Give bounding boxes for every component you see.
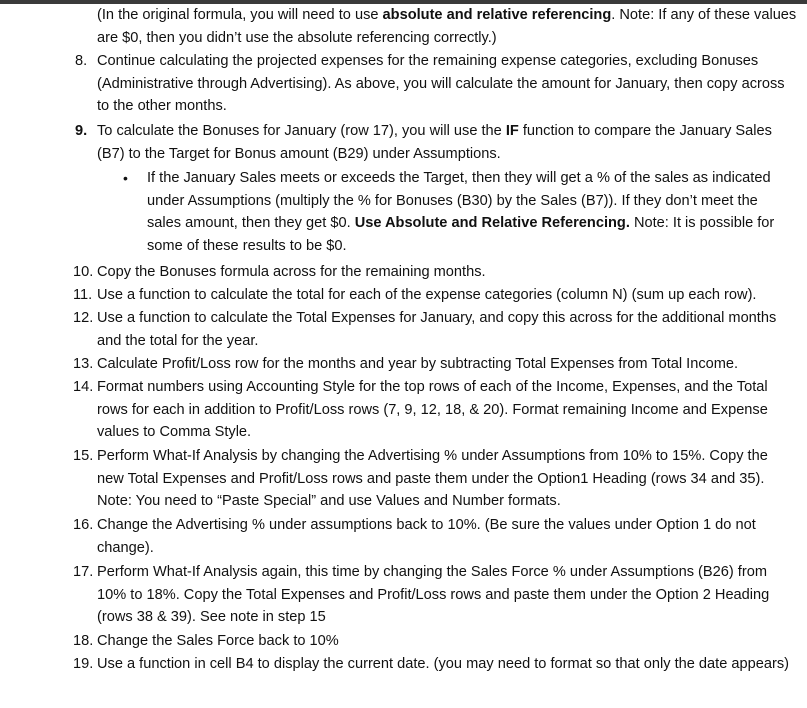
step-number: 8. [75,53,88,69]
intro-paragraph: (In the original formula, you will need to use absolute and relative referencing. Note: If any of these values are $0, then you didn’t use the absolute referencing correctly.) [97,7,797,46]
step-text: Continue calculating the projected expenses for the remaining expense categories, excluding Bonuses (Administrative through Advertising). As above, you will calculate the amount for January, then copy across to the other months. [97,53,785,114]
step-text: Use a function in cell B4 to display the current date. (you may need to format so that only the date appears) [97,656,789,672]
step-text: Use a function to calculate the total for each of the expense categories (column N) (sum up each row). [97,287,757,303]
bullet-text: If the January Sales meets or exceeds the Target, then they will get a % of the sales as indicated under Assumptions (multiply the % for Bonuses (B30) by the Sales (B7)). If they don’t meet the sales amount, then they get $0. Use Absolute and Relative Referencing. Note: It is possible for some of these results to be $0. [147,170,775,254]
step-number: 9. [75,123,88,139]
step-number: 13. [73,356,94,372]
step-text: To calculate the Bonuses for January (row 17), you will use the IF function to compare the January Sales (B7) to the Target for Bonus amount (B29) under Assumptions. [97,123,772,162]
step-text: Change the Sales Force back to 10% [97,633,339,649]
bullet-icon: • [123,170,128,186]
step-number: 17. [73,564,94,580]
step-text: Calculate Profit/Loss row for the months and year by subtracting Total Expenses from Total Income. [97,356,739,372]
step-text: Perform What-If Analysis by changing the Advertising % under Assumptions from 10% to 15%. Copy the new Total Expenses and Profit/Loss rows and paste them under the Option1 Heading (rows 34 and 35). Note: You need to “Paste Special” and use Values and Number formats. [97,448,768,509]
step-number: 16. [73,517,94,533]
step-text: Format numbers using Accounting Style for the top rows of each of the Income, Expenses, and the Total rows for each in addition to Profit/Loss rows (7, 9, 12, 18, & 20). Format remaining Income and Expense values to Comma Style. [97,379,768,440]
step-text: Change the Advertising % under assumptions back to 10%. (Be sure the values under Option 1 do not change). [97,517,756,556]
step-number: 10. [73,264,94,280]
step-number: 14. [73,379,94,395]
step-number: 18. [73,633,94,649]
step-number: 11. [73,287,93,303]
step-text: Copy the Bonuses formula across for the remaining months. [97,264,486,280]
step-text: Use a function to calculate the Total Expenses for January, and copy this across for the additional months and the total for the year. [97,310,777,349]
step-number: 12. [73,310,94,326]
step-number: 15. [73,448,94,464]
step-number: 19. [73,656,94,672]
step-text: Perform What-If Analysis again, this time by changing the Sales Force % under Assumptions (B26) from 10% to 18%. Copy the Total Expenses and Profit/Loss rows and paste them under the Option 2 Heading (rows 38 & 39). See note in step 15 [97,564,770,625]
